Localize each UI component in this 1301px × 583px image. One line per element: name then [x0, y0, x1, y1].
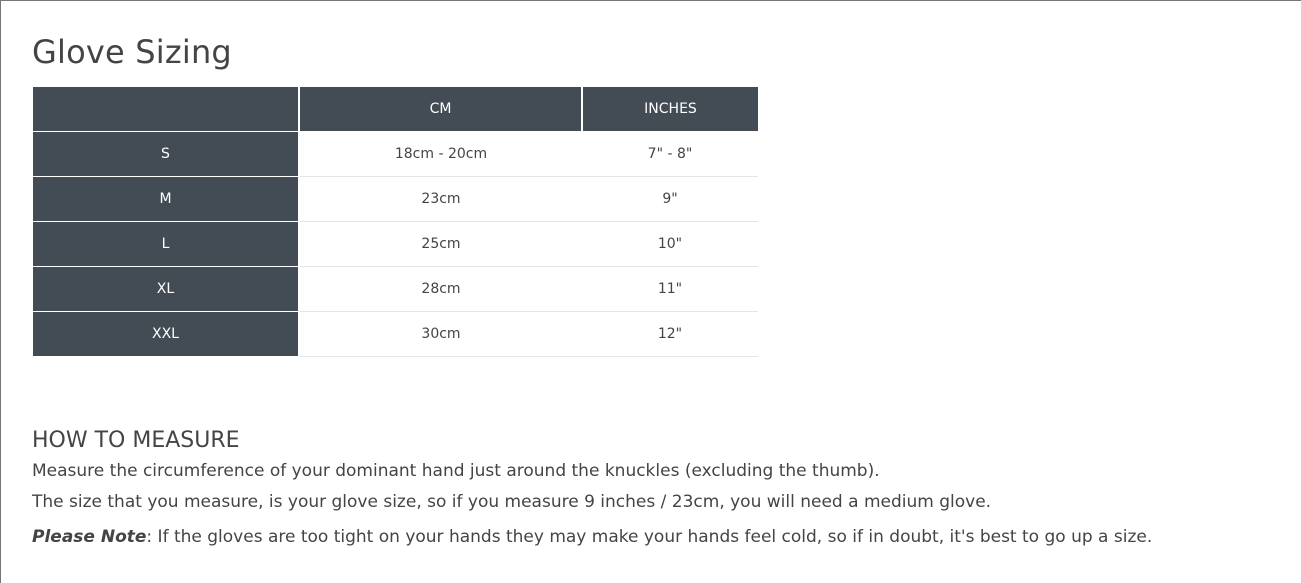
- cm-value: 25cm: [299, 222, 582, 267]
- please-note: [32, 520, 1292, 555]
- cm-value: 23cm: [299, 177, 582, 222]
- cm-value: 30cm: [299, 312, 582, 357]
- inches-value: 7" - 8": [582, 132, 758, 177]
- size-label: L: [33, 222, 299, 267]
- measure-instruction: Measure the circumference of your dominant hand just around the knuckles (excluding the thumb).: [32, 461, 880, 481]
- header-size: [33, 87, 299, 132]
- glove-size-table: [33, 87, 758, 357]
- header-inches: INCHES: [582, 87, 758, 132]
- inches-value: 11": [582, 267, 758, 312]
- cm-value: 18cm - 20cm: [299, 132, 582, 177]
- inches-value: 12": [582, 312, 758, 357]
- table-row: [33, 222, 758, 267]
- table-header-row: [33, 87, 758, 132]
- header-cm: CM: [299, 87, 582, 132]
- table-row: [33, 177, 758, 222]
- how-to-measure-section: [32, 425, 1292, 555]
- table-row: [33, 312, 758, 357]
- size-label: XL: [33, 267, 299, 312]
- size-label: S: [33, 132, 299, 177]
- size-explanation: The size that you measure, is your glove size, so if you measure 9 inches / 23cm, you will need a medium glove.: [32, 492, 992, 512]
- inches-value: 9": [582, 177, 758, 222]
- size-label: XXL: [33, 312, 299, 357]
- size-label: M: [33, 177, 299, 222]
- table-row: [33, 267, 758, 312]
- table-row: [33, 132, 758, 177]
- please-note-text: : If the gloves are too tight on your hands they may make your hands feel cold, so if in doubt, it's best to go up a size.: [146, 527, 1153, 547]
- how-to-measure-heading: HOW TO MEASURE: [32, 428, 240, 453]
- inches-value: 10": [582, 222, 758, 267]
- please-note-label: Please Note: [32, 527, 147, 547]
- cm-value: 28cm: [299, 267, 582, 312]
- page-title: Glove Sizing: [32, 33, 232, 71]
